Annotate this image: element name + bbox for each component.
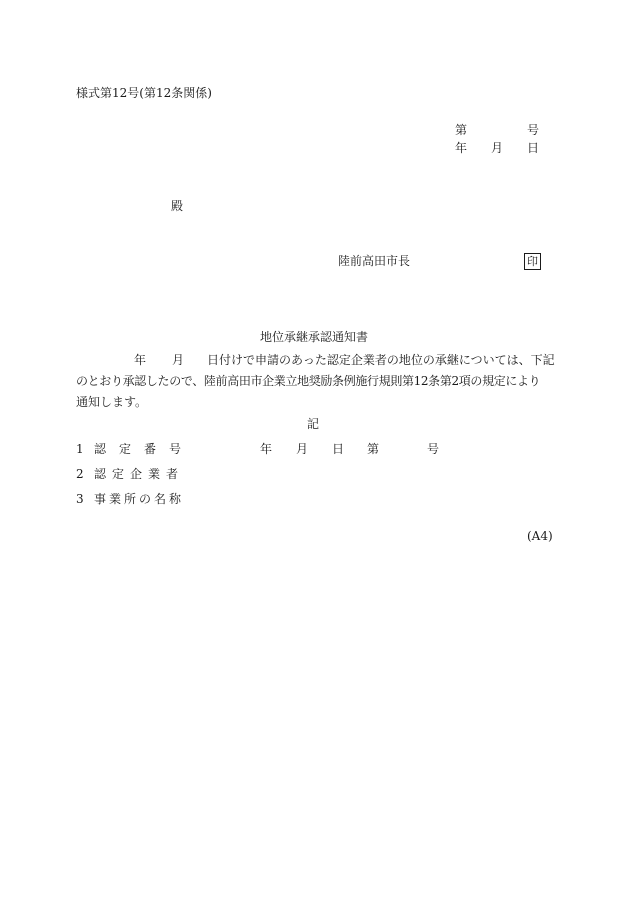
ki-heading: 記 — [307, 417, 320, 431]
item-row-2 — [76, 468, 84, 480]
item-label-2: 認定企業者 — [94, 467, 185, 481]
sender-name: 陸前高田市長 — [338, 254, 411, 268]
body-line3: 通知します。 — [76, 395, 148, 409]
ref-go: 号 — [527, 123, 540, 137]
item-number: 3 — [76, 492, 84, 506]
body-nen: 年 — [134, 353, 147, 367]
paper-size: (A4) — [527, 529, 553, 543]
seal-stamp-box: 印 — [524, 253, 541, 270]
body-line1: 日付けで申請のあった認定企業者の地位の承継については、下記 — [207, 353, 555, 367]
date-tsuki: 月 — [491, 141, 504, 155]
item-label-1: 認定番号 — [94, 442, 195, 456]
item-number: 2 — [76, 467, 84, 481]
date-nen: 年 — [455, 141, 468, 155]
item-number: 1 — [76, 442, 84, 456]
item1-tsuki: 月 — [296, 442, 309, 456]
form-number: 様式第12号(第12条関係) — [76, 86, 212, 100]
body-line2: のとおり承認したので、陸前高田市企業立地奨励条例施行規則第12条第2項の規定により — [76, 374, 541, 388]
document-title: 地位承継承認通知書 — [260, 330, 369, 344]
item1-hi: 日 — [332, 442, 345, 456]
date-hi: 日 — [527, 141, 540, 155]
item-row-1 — [76, 443, 84, 455]
item1-go: 号 — [427, 442, 440, 456]
item1-nen: 年 — [260, 442, 273, 456]
addressee-honorific: 殿 — [171, 199, 184, 213]
body-tsuki: 月 — [172, 353, 185, 367]
item-label-3: 事業所の名称 — [94, 492, 185, 506]
ref-dai: 第 — [455, 123, 468, 137]
item-row-3 — [76, 493, 84, 505]
item1-dai: 第 — [367, 442, 380, 456]
